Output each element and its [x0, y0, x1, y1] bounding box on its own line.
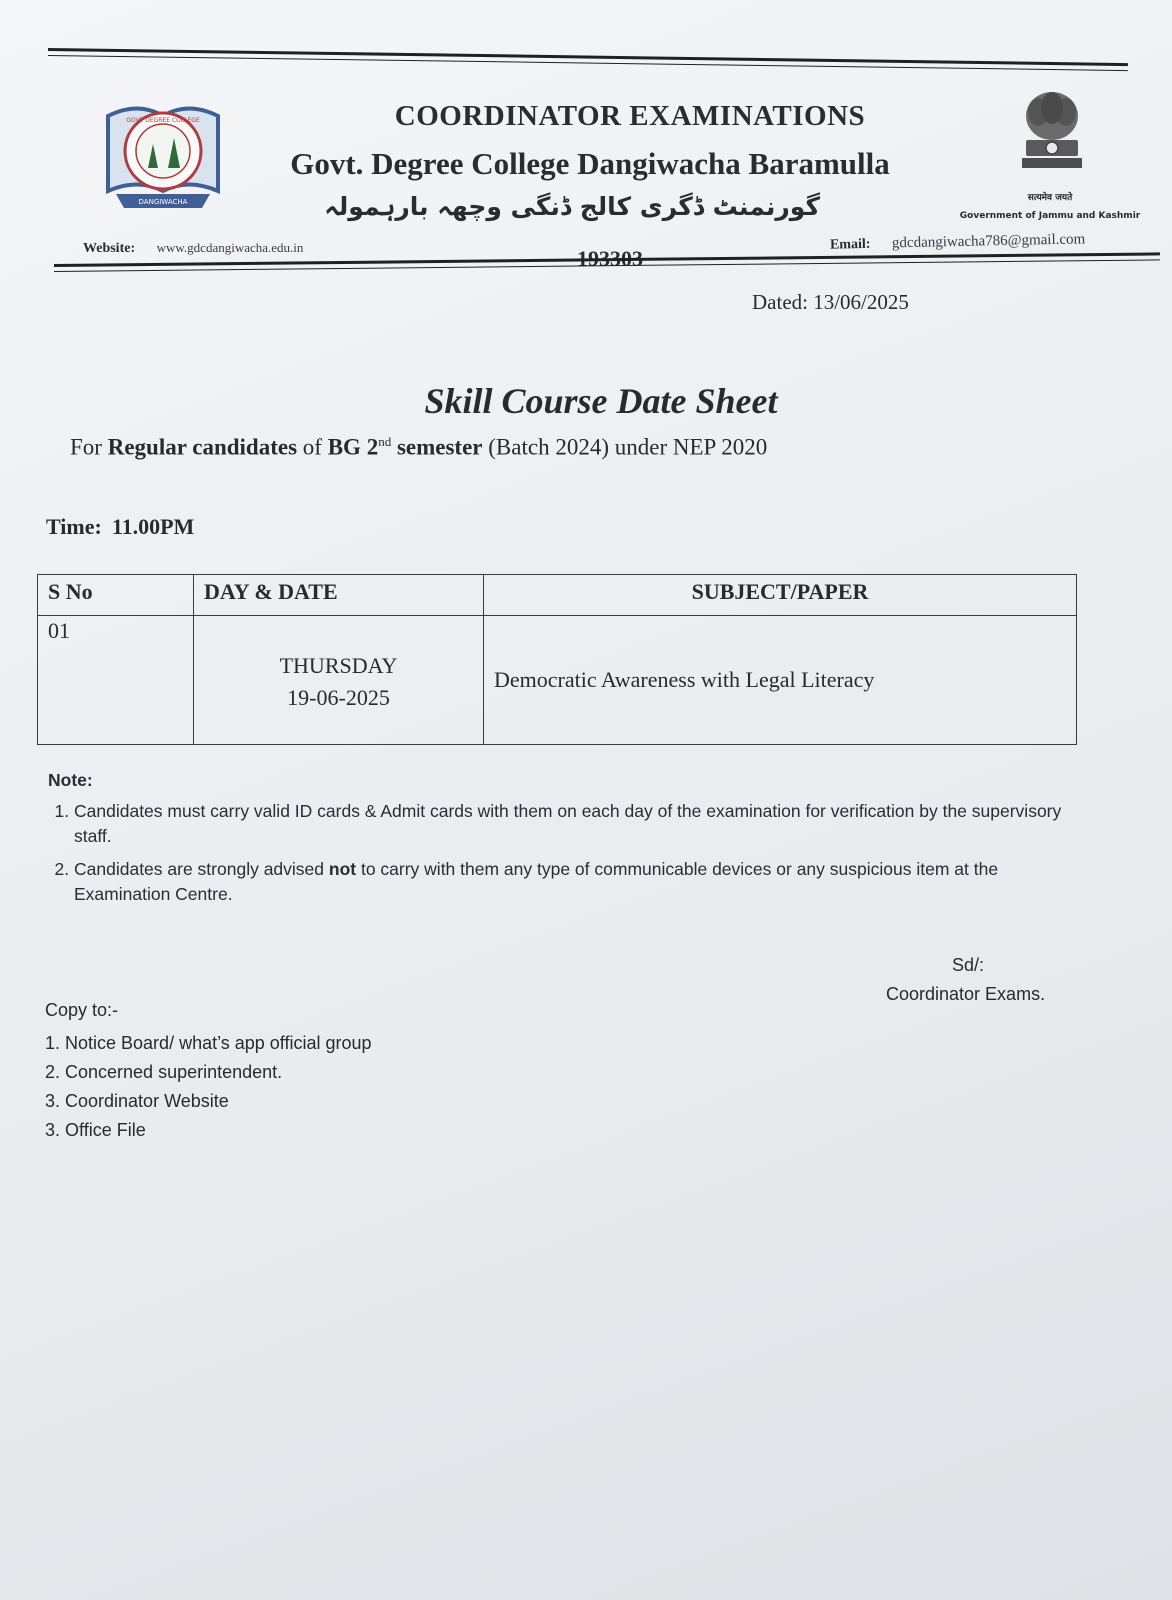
- college-name: Govt. Degree College Dangiwacha Baramulla: [290, 146, 890, 181]
- copy-to-item: 2. Concerned superintendent.: [45, 1062, 283, 1082]
- note-emphasis: not: [328, 859, 357, 879]
- page-title-text: Skill Course Date Sheet: [424, 381, 778, 421]
- logo-ring-text: GOVT DEGREE COLLEGE: [126, 117, 200, 124]
- time-label: Time:: [46, 514, 102, 539]
- header-subject: SUBJECT/PAPER: [484, 575, 1077, 616]
- email-line: [830, 231, 1086, 253]
- email-label: Email:: [829, 236, 871, 253]
- cell-paper: Democratic Awareness with Legal Literacy: [484, 616, 1077, 745]
- subheading-sup: nd: [378, 434, 392, 449]
- signature-sd: Sd/:: [952, 955, 985, 975]
- copy-to-item: 3. Coordinator Website: [45, 1091, 229, 1111]
- subheading-text: (Batch 2024) under NEP 2020: [482, 434, 768, 460]
- subheading-bold: semester: [391, 434, 483, 460]
- subheading-text: of: [297, 434, 328, 460]
- copy-to-item: 3. Office File: [45, 1120, 146, 1140]
- dated-line: Dated: 13/06/2025: [752, 290, 909, 314]
- website-label: Website:: [83, 241, 136, 256]
- email-link[interactable]: gdcdangiwacha786@gmail.com: [891, 231, 1086, 252]
- state-emblem-icon: [1012, 86, 1092, 196]
- college-name-urdu: گورنمنٹ ڈگری کالج ڈنگی وچھہ بارہمولہ: [324, 192, 820, 221]
- note-text: Candidates are strongly advised: [74, 859, 329, 879]
- copy-to-title: Copy to:-: [45, 1000, 119, 1020]
- emblem-gov-caption: Government of Jammu and Kashmir: [959, 211, 1141, 221]
- website-link[interactable]: www.gdcdangiwacha.edu.in: [156, 240, 304, 255]
- subheading-bold: Regular candidates: [107, 434, 298, 460]
- copy-to-item: 1. Notice Board/ what’s app official group: [45, 1033, 372, 1053]
- date-sheet-table: [37, 574, 1077, 745]
- header-sno: S No: [38, 575, 194, 616]
- table-row: [38, 616, 1077, 745]
- website-line: [83, 240, 303, 257]
- subheading-bold: BG 2: [327, 434, 379, 460]
- signature-block: [886, 955, 1086, 1005]
- cell-sno: 01: [38, 616, 194, 745]
- exam-time: [46, 514, 194, 540]
- header-day-date: DAY & DATE: [194, 575, 484, 616]
- emblem-caption: [940, 190, 1160, 221]
- subheading: [70, 434, 767, 461]
- cell-day: THURSDAY: [279, 653, 398, 678]
- note-text: to carry with them any type of communicable devices or any suspicious item at the Examination Centre.: [74, 859, 999, 904]
- cell-day-date: [194, 616, 484, 745]
- cell-date: 19-06-2025: [287, 685, 390, 710]
- note-item: 1. Candidates must carry valid ID cards & Admit cards with them on each day of the examination for verification by the supervisory staff.: [74, 799, 1068, 849]
- college-logo-icon: [98, 96, 228, 216]
- table-header-row: [38, 575, 1077, 616]
- logo-banner-text: DANGIWACHA: [138, 198, 188, 206]
- page-title: [0, 380, 1172, 422]
- emblem-motto: सत्यमेव जयते: [1027, 193, 1073, 203]
- signature-by: Coordinator Exams.: [886, 984, 1046, 1004]
- time-value: 11.00PM: [111, 514, 195, 539]
- notes-section: [48, 770, 1068, 915]
- office-heading: COORDINATOR EXAMINATIONS: [394, 100, 866, 132]
- notes-title: Note:: [48, 770, 93, 790]
- note-item: [74, 857, 1068, 907]
- subheading-text: For: [70, 434, 108, 460]
- copy-to-section: [45, 1000, 372, 1145]
